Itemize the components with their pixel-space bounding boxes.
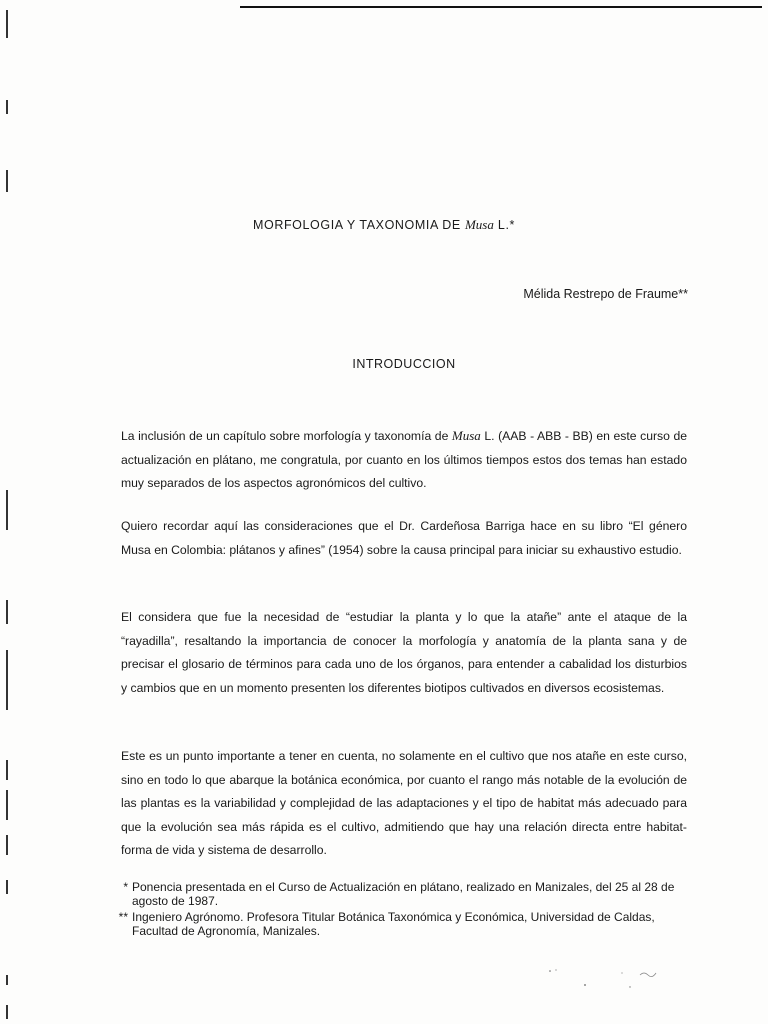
- footnote: [110, 910, 700, 938]
- footnote-mark: *: [123, 880, 128, 894]
- scan-specks: [540, 965, 680, 995]
- paragraph-3: [121, 606, 687, 700]
- paragraph-3-text: El considera que fue la necesidad de “estudiar la planta y lo que la atañe” ante el ataque de la “rayadilla”, resaltando la importancia de conocer la morfología y anatomía de la planta sana y de precisar el glosario de términos para cada uno de los órganos, para entender a cabalidad los disturbios y cambios que en un momento presenten los diferentes biotipos cultivados en diversos ecosistemas.: [121, 610, 687, 695]
- paragraph-1-start: La inclusión de un capítulo sobre morfología y taxonomía de: [121, 429, 449, 443]
- paragraph-1-genus: Musa: [451, 428, 481, 443]
- top-rule: [240, 6, 762, 8]
- paragraph-2: [121, 515, 687, 562]
- footnotes: [110, 880, 700, 940]
- footnote-mark: **: [118, 910, 128, 924]
- document-title: [0, 217, 768, 233]
- scan-edge-marks: [5, 0, 13, 1024]
- paragraph-4: [121, 745, 687, 863]
- author-name: Mélida Restrepo de Fraume**: [523, 287, 688, 301]
- paragraph-4-text: Este es un punto importante a tener en cuenta, no solamente en el cultivo que nos atañe en este curso, sino en todo lo que abarque la botánica económica, por cuanto el rango más notable de la evolución de las plantas es la variabilidad y complejidad de las adaptaciones y el tipo de habitat más adecuado para que la evolución sea más rápida es el cultivo, admitiendo que hay una relación directa entre habitat-forma de vida y sistema de desarrollo.: [121, 749, 687, 857]
- title-prefix: MORFOLOGIA Y TAXONOMIA DE: [252, 218, 461, 232]
- footnote: [110, 880, 700, 908]
- paragraph-1: [121, 424, 687, 496]
- title-genus: Musa: [464, 217, 494, 232]
- footnote-text: Ponencia presentada en el Curso de Actualización en plátano, realizado en Manizales, del 25 al 28 de agosto de 1987.: [132, 880, 675, 908]
- title-suffix: L.*: [497, 218, 515, 232]
- footnote-text: Ingeniero Agrónomo. Profesora Titular Botánica Taxonómica y Económica, Universidad de Caldas, Facultad de Agronomía, Manizales.: [132, 910, 655, 938]
- paragraph-1-end: L. (AAB - ABB - BB) en este curso de actualización en plátano, me congratula, por cuanto en los últimos tiempos estos dos temas han estado muy separados de los aspectos agronómicos del cultivo.: [121, 429, 688, 490]
- paragraph-2-text: Quiero recordar aquí las consideraciones que el Dr. Cardeñosa Barriga hace en su libro “El género Musa en Colombia: plátanos y afines” (1954) sobre la causa principal para iniciar su exhaustivo estudio.: [121, 519, 687, 557]
- section-heading: INTRODUCCION: [352, 357, 456, 371]
